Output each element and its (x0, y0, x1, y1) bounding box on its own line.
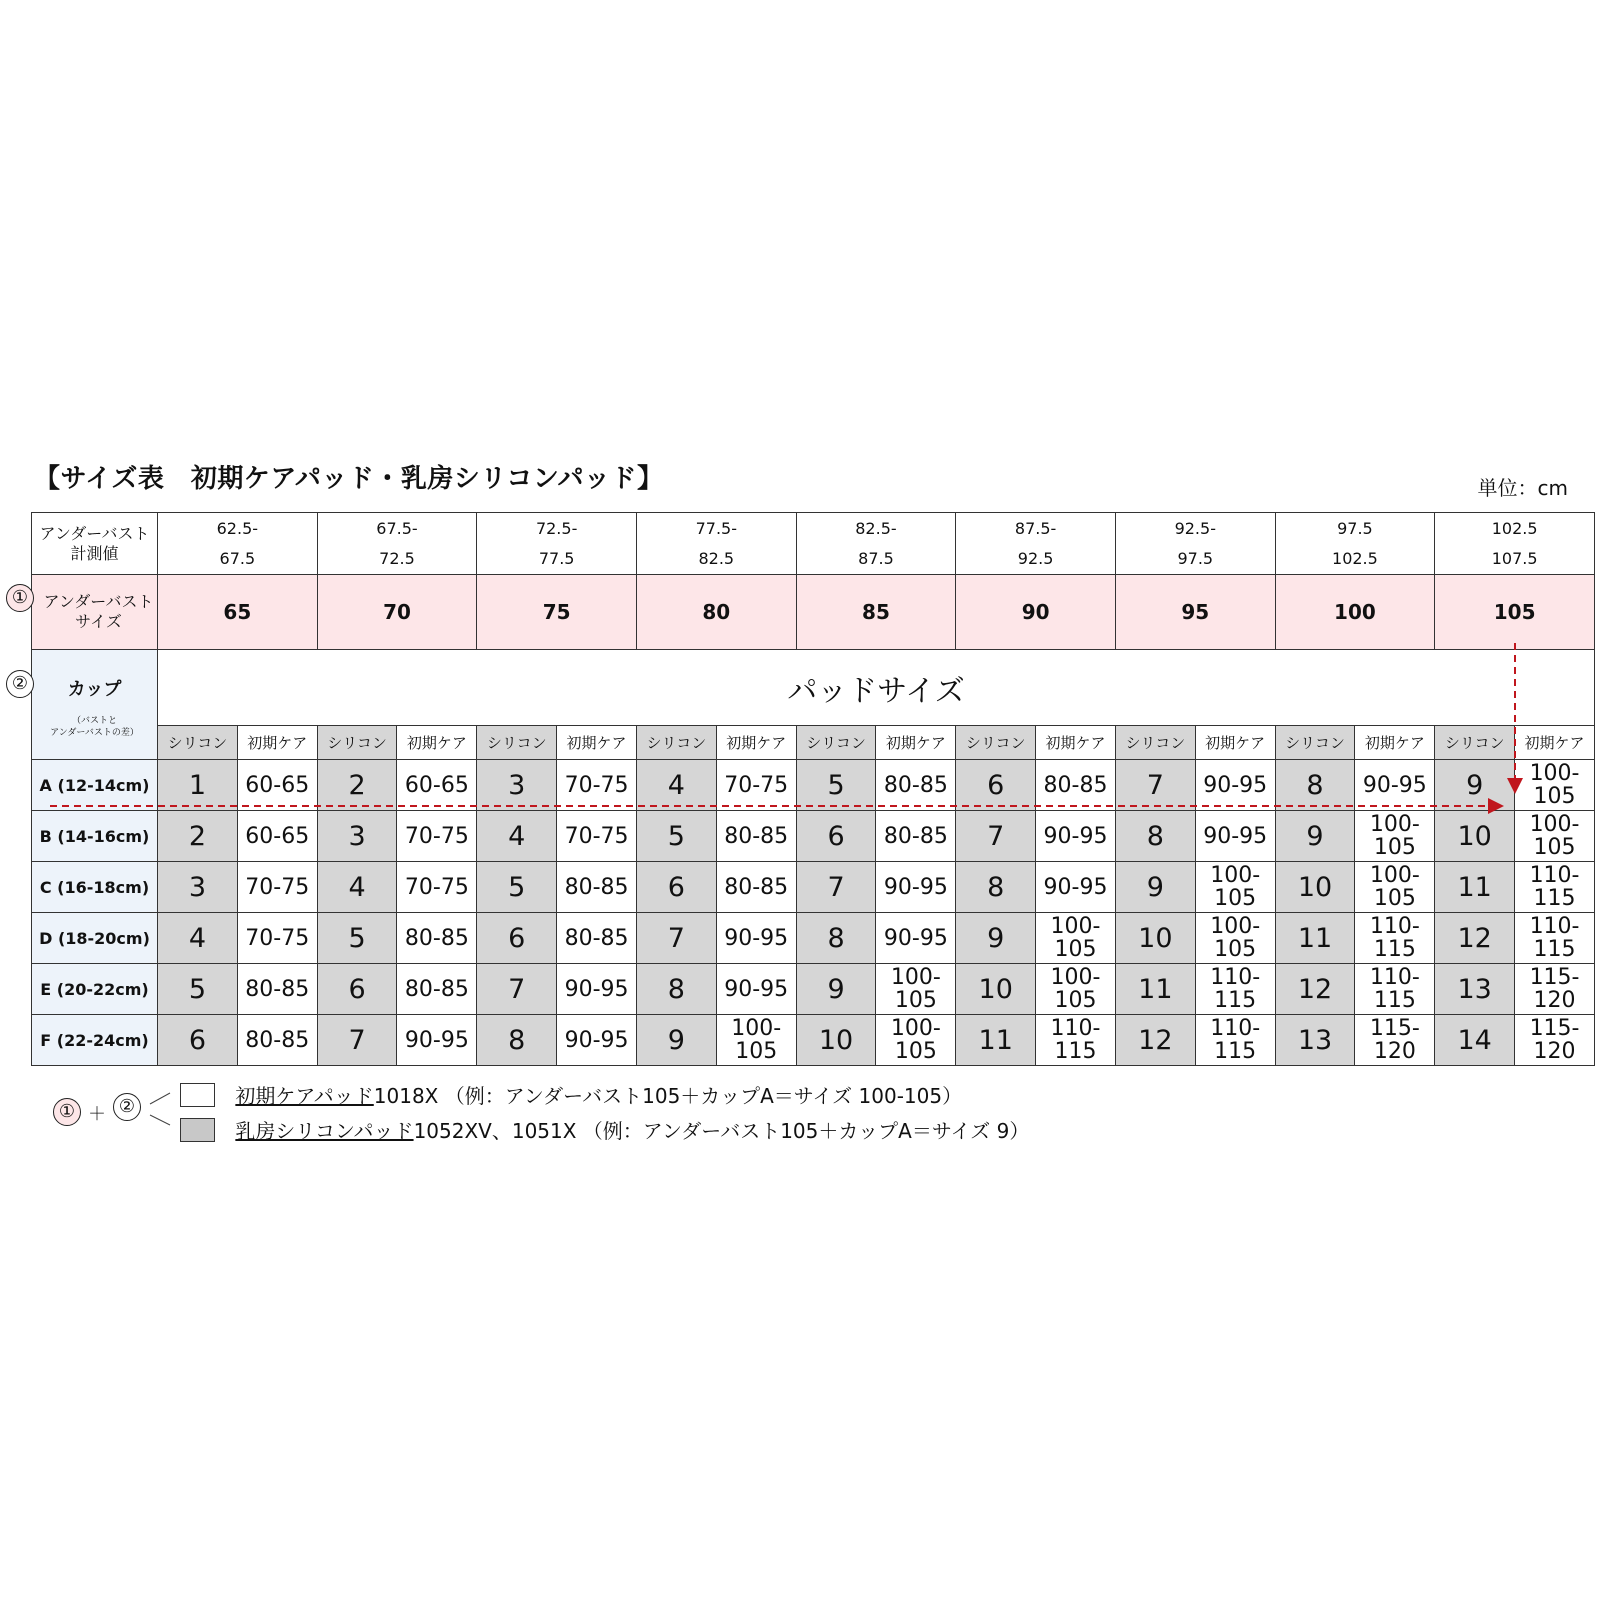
under-bust-size: 80 (636, 575, 796, 650)
legend-care-text: 1018X （例：アンダーバスト105＋カップA＝サイズ 100-105） (373, 1084, 963, 1108)
subheader-silicone: シリコン (1275, 726, 1355, 760)
care-pad-size: 80-85 (876, 811, 956, 862)
care-pad-size: 100- 105 (1355, 862, 1435, 913)
silicone-pad-size: 5 (317, 913, 397, 964)
silicone-pad-size: 8 (636, 964, 716, 1015)
care-pad-size: 70-75 (397, 862, 477, 913)
silicone-pad-size: 9 (796, 964, 876, 1015)
care-pad-size: 70-75 (557, 760, 637, 811)
care-pad-size: 100- 105 (876, 1015, 956, 1066)
silicone-pad-size: 9 (1275, 811, 1355, 862)
subheader-silicone: シリコン (477, 726, 557, 760)
care-pad-size: 80-85 (237, 964, 317, 1015)
silicone-pad-size: 5 (636, 811, 716, 862)
pad-size-heading: パッドサイズ (158, 650, 1595, 726)
silicone-pad-size: 6 (956, 760, 1036, 811)
care-pad-size: 100- 105 (1195, 913, 1275, 964)
care-pad-size: 110- 115 (1355, 913, 1435, 964)
care-pad-size: 90-95 (1036, 811, 1116, 862)
care-pad-size: 100- 105 (1036, 964, 1116, 1015)
silicone-pad-size: 6 (158, 1015, 238, 1066)
care-pad-size: 80-85 (237, 1015, 317, 1066)
subheader-care: 初期ケア (397, 726, 477, 760)
silicone-pad-size: 11 (1435, 862, 1515, 913)
silicone-pad-size: 10 (1275, 862, 1355, 913)
silicone-pad-size: 14 (1435, 1015, 1515, 1066)
legend-silicone-text: 1052XV、1051X （例：アンダーバスト105＋カップA＝サイズ 9） (413, 1119, 1030, 1143)
cup-size-label: E (20-22cm) (32, 964, 158, 1015)
under-bust-size: 105 (1435, 575, 1595, 650)
care-pad-size: 80-85 (716, 811, 796, 862)
care-pad-size: 90-95 (1195, 811, 1275, 862)
subheader-silicone: シリコン (796, 726, 876, 760)
measure-range: 77.5- 82.5 (636, 513, 796, 575)
silicone-pad-size: 9 (956, 913, 1036, 964)
measure-range: 102.5 107.5 (1435, 513, 1595, 575)
care-pad-size: 90-95 (397, 1015, 477, 1066)
unit-label: 単位：cm (1477, 476, 1568, 500)
care-pad-size: 100- 105 (1036, 913, 1116, 964)
silicone-pad-size: 9 (1435, 760, 1515, 811)
subheader-care: 初期ケア (1515, 726, 1595, 760)
care-pad-size: 70-75 (397, 811, 477, 862)
silicone-pad-size: 11 (956, 1015, 1036, 1066)
care-pad-size: 100- 105 (1515, 760, 1595, 811)
cup-size-label: D (18-20cm) (32, 913, 158, 964)
care-pad-size: 60-65 (237, 811, 317, 862)
measure-range: 67.5- 72.5 (317, 513, 477, 575)
care-pad-size: 100- 105 (716, 1015, 796, 1066)
subheader-care: 初期ケア (876, 726, 956, 760)
subheader-silicone: シリコン (158, 726, 238, 760)
silicone-pad-size: 5 (796, 760, 876, 811)
silicone-pad-size: 11 (1275, 913, 1355, 964)
silicone-pad-size: 3 (477, 760, 557, 811)
silicone-pad-size: 7 (477, 964, 557, 1015)
silicone-pad-size: 6 (317, 964, 397, 1015)
measure-range: 82.5- 87.5 (796, 513, 956, 575)
care-pad-size: 90-95 (716, 913, 796, 964)
subheader-care: 初期ケア (1036, 726, 1116, 760)
subheader-care: 初期ケア (1355, 726, 1435, 760)
silicone-pad-size: 12 (1275, 964, 1355, 1015)
marker-one: ① (6, 584, 34, 612)
silicone-pad-size: 9 (636, 1015, 716, 1066)
care-pad-size: 100- 105 (876, 964, 956, 1015)
care-pad-size: 70-75 (557, 811, 637, 862)
care-pad-size: 100- 105 (1515, 811, 1595, 862)
size-label: アンダーバスト サイズ (32, 575, 158, 650)
under-bust-size: 100 (1275, 575, 1435, 650)
care-pad-size: 110- 115 (1195, 1015, 1275, 1066)
silicone-pad-size: 7 (636, 913, 716, 964)
measure-range: 72.5- 77.5 (477, 513, 637, 575)
silicone-pad-size: 4 (636, 760, 716, 811)
care-pad-size: 110- 115 (1036, 1015, 1116, 1066)
under-bust-size: 65 (158, 575, 318, 650)
care-pad-size: 100- 105 (1355, 811, 1435, 862)
silicone-pad-size: 5 (477, 862, 557, 913)
legend-marker-one: ① (53, 1098, 81, 1126)
silicone-pad-size: 4 (158, 913, 238, 964)
measure-range: 87.5- 92.5 (956, 513, 1116, 575)
care-pad-size: 115- 120 (1515, 964, 1595, 1015)
care-pad-size: 80-85 (557, 913, 637, 964)
silicone-pad-size: 13 (1435, 964, 1515, 1015)
silicone-pad-size: 9 (1115, 862, 1195, 913)
silicone-pad-size: 4 (317, 862, 397, 913)
care-pad-size: 80-85 (1036, 760, 1116, 811)
silicone-pad-size: 1 (158, 760, 238, 811)
silicone-pad-size: 3 (317, 811, 397, 862)
silicone-pad-size: 2 (158, 811, 238, 862)
cup-size-label: C (16-18cm) (32, 862, 158, 913)
care-pad-size: 115- 120 (1355, 1015, 1435, 1066)
care-pad-size: 90-95 (716, 964, 796, 1015)
care-pad-size: 90-95 (1355, 760, 1435, 811)
under-bust-size: 85 (796, 575, 956, 650)
silicone-pad-size: 10 (1435, 811, 1515, 862)
subheader-care: 初期ケア (716, 726, 796, 760)
subheader-silicone: シリコン (317, 726, 397, 760)
legend-care-name: 初期ケアパッド (235, 1084, 374, 1108)
care-pad-size: 80-85 (876, 760, 956, 811)
silicone-pad-size: 6 (477, 913, 557, 964)
silicone-pad-size: 12 (1435, 913, 1515, 964)
care-pad-size: 80-85 (397, 964, 477, 1015)
silicone-pad-size: 6 (636, 862, 716, 913)
silicone-pad-size: 11 (1115, 964, 1195, 1015)
silicone-pad-size: 13 (1275, 1015, 1355, 1066)
silicone-pad-size: 6 (796, 811, 876, 862)
care-pad-size: 90-95 (876, 862, 956, 913)
silicone-pad-size: 4 (477, 811, 557, 862)
cup-size-label: B (14-16cm) (32, 811, 158, 862)
silicone-pad-size: 3 (158, 862, 238, 913)
legend-plus: ＋ (88, 1104, 106, 1125)
measure-range: 92.5- 97.5 (1115, 513, 1275, 575)
care-pad-size: 70-75 (237, 862, 317, 913)
silicone-pad-size: 7 (1115, 760, 1195, 811)
care-pad-size: 100- 105 (1195, 862, 1275, 913)
care-pad-size: 110- 115 (1355, 964, 1435, 1015)
silicone-pad-size: 10 (1115, 913, 1195, 964)
care-pad-size: 90-95 (557, 1015, 637, 1066)
legend-connector-top (150, 1093, 170, 1104)
subheader-silicone: シリコン (1435, 726, 1515, 760)
silicone-pad-size: 7 (956, 811, 1036, 862)
silicone-pad-size: 7 (796, 862, 876, 913)
subheader-care: 初期ケア (237, 726, 317, 760)
care-pad-size: 80-85 (557, 862, 637, 913)
under-bust-size: 90 (956, 575, 1116, 650)
care-pad-size: 90-95 (1195, 760, 1275, 811)
silicone-pad-size: 2 (317, 760, 397, 811)
legend-connector-bottom (150, 1115, 170, 1125)
legend-silicone-name: 乳房シリコンパッド (235, 1119, 414, 1143)
care-pad-size: 90-95 (876, 913, 956, 964)
silicone-pad-size: 8 (956, 862, 1036, 913)
silicone-pad-size: 8 (1275, 760, 1355, 811)
cup-label: カップ (67, 678, 122, 700)
measure-label: アンダーバスト 計測値 (32, 513, 158, 575)
silicone-pad-size: 8 (477, 1015, 557, 1066)
under-bust-size: 95 (1115, 575, 1275, 650)
care-pad-size: 110- 115 (1515, 913, 1595, 964)
subheader-silicone: シリコン (636, 726, 716, 760)
care-pad-size: 60-65 (237, 760, 317, 811)
measure-range: 97.5 102.5 (1275, 513, 1435, 575)
silicone-pad-size: 8 (796, 913, 876, 964)
measure-range: 62.5- 67.5 (158, 513, 318, 575)
legend-marker-two: ② (113, 1093, 141, 1121)
care-pad-size: 110- 115 (1195, 964, 1275, 1015)
silicone-pad-size: 8 (1115, 811, 1195, 862)
subheader-silicone: シリコン (956, 726, 1036, 760)
subheader-silicone: シリコン (1115, 726, 1195, 760)
marker-two: ② (6, 670, 34, 698)
page-title: 【サイズ表 初期ケアパッド・乳房シリコンパッド】 (34, 464, 664, 494)
care-pad-size: 90-95 (557, 964, 637, 1015)
cup-size-label: F (22-24cm) (32, 1015, 158, 1066)
under-bust-size: 70 (317, 575, 477, 650)
care-pad-size: 60-65 (397, 760, 477, 811)
silicone-pad-size: 10 (956, 964, 1036, 1015)
care-pad-size: 80-85 (716, 862, 796, 913)
care-pad-size: 110- 115 (1515, 862, 1595, 913)
cup-sublabel: （バストと アンダーバストの差） (50, 715, 139, 738)
subheader-care: 初期ケア (1195, 726, 1275, 760)
cup-size-label: A (12-14cm) (32, 760, 158, 811)
care-pad-size: 70-75 (237, 913, 317, 964)
care-pad-size: 70-75 (716, 760, 796, 811)
under-bust-size: 75 (477, 575, 637, 650)
care-pad-size: 90-95 (1036, 862, 1116, 913)
care-pad-size: 115- 120 (1515, 1015, 1595, 1066)
silicone-pad-size: 7 (317, 1015, 397, 1066)
care-pad-size: 80-85 (397, 913, 477, 964)
silicone-pad-size: 12 (1115, 1015, 1195, 1066)
subheader-care: 初期ケア (557, 726, 637, 760)
silicone-pad-size: 10 (796, 1015, 876, 1066)
silicone-pad-size: 5 (158, 964, 238, 1015)
